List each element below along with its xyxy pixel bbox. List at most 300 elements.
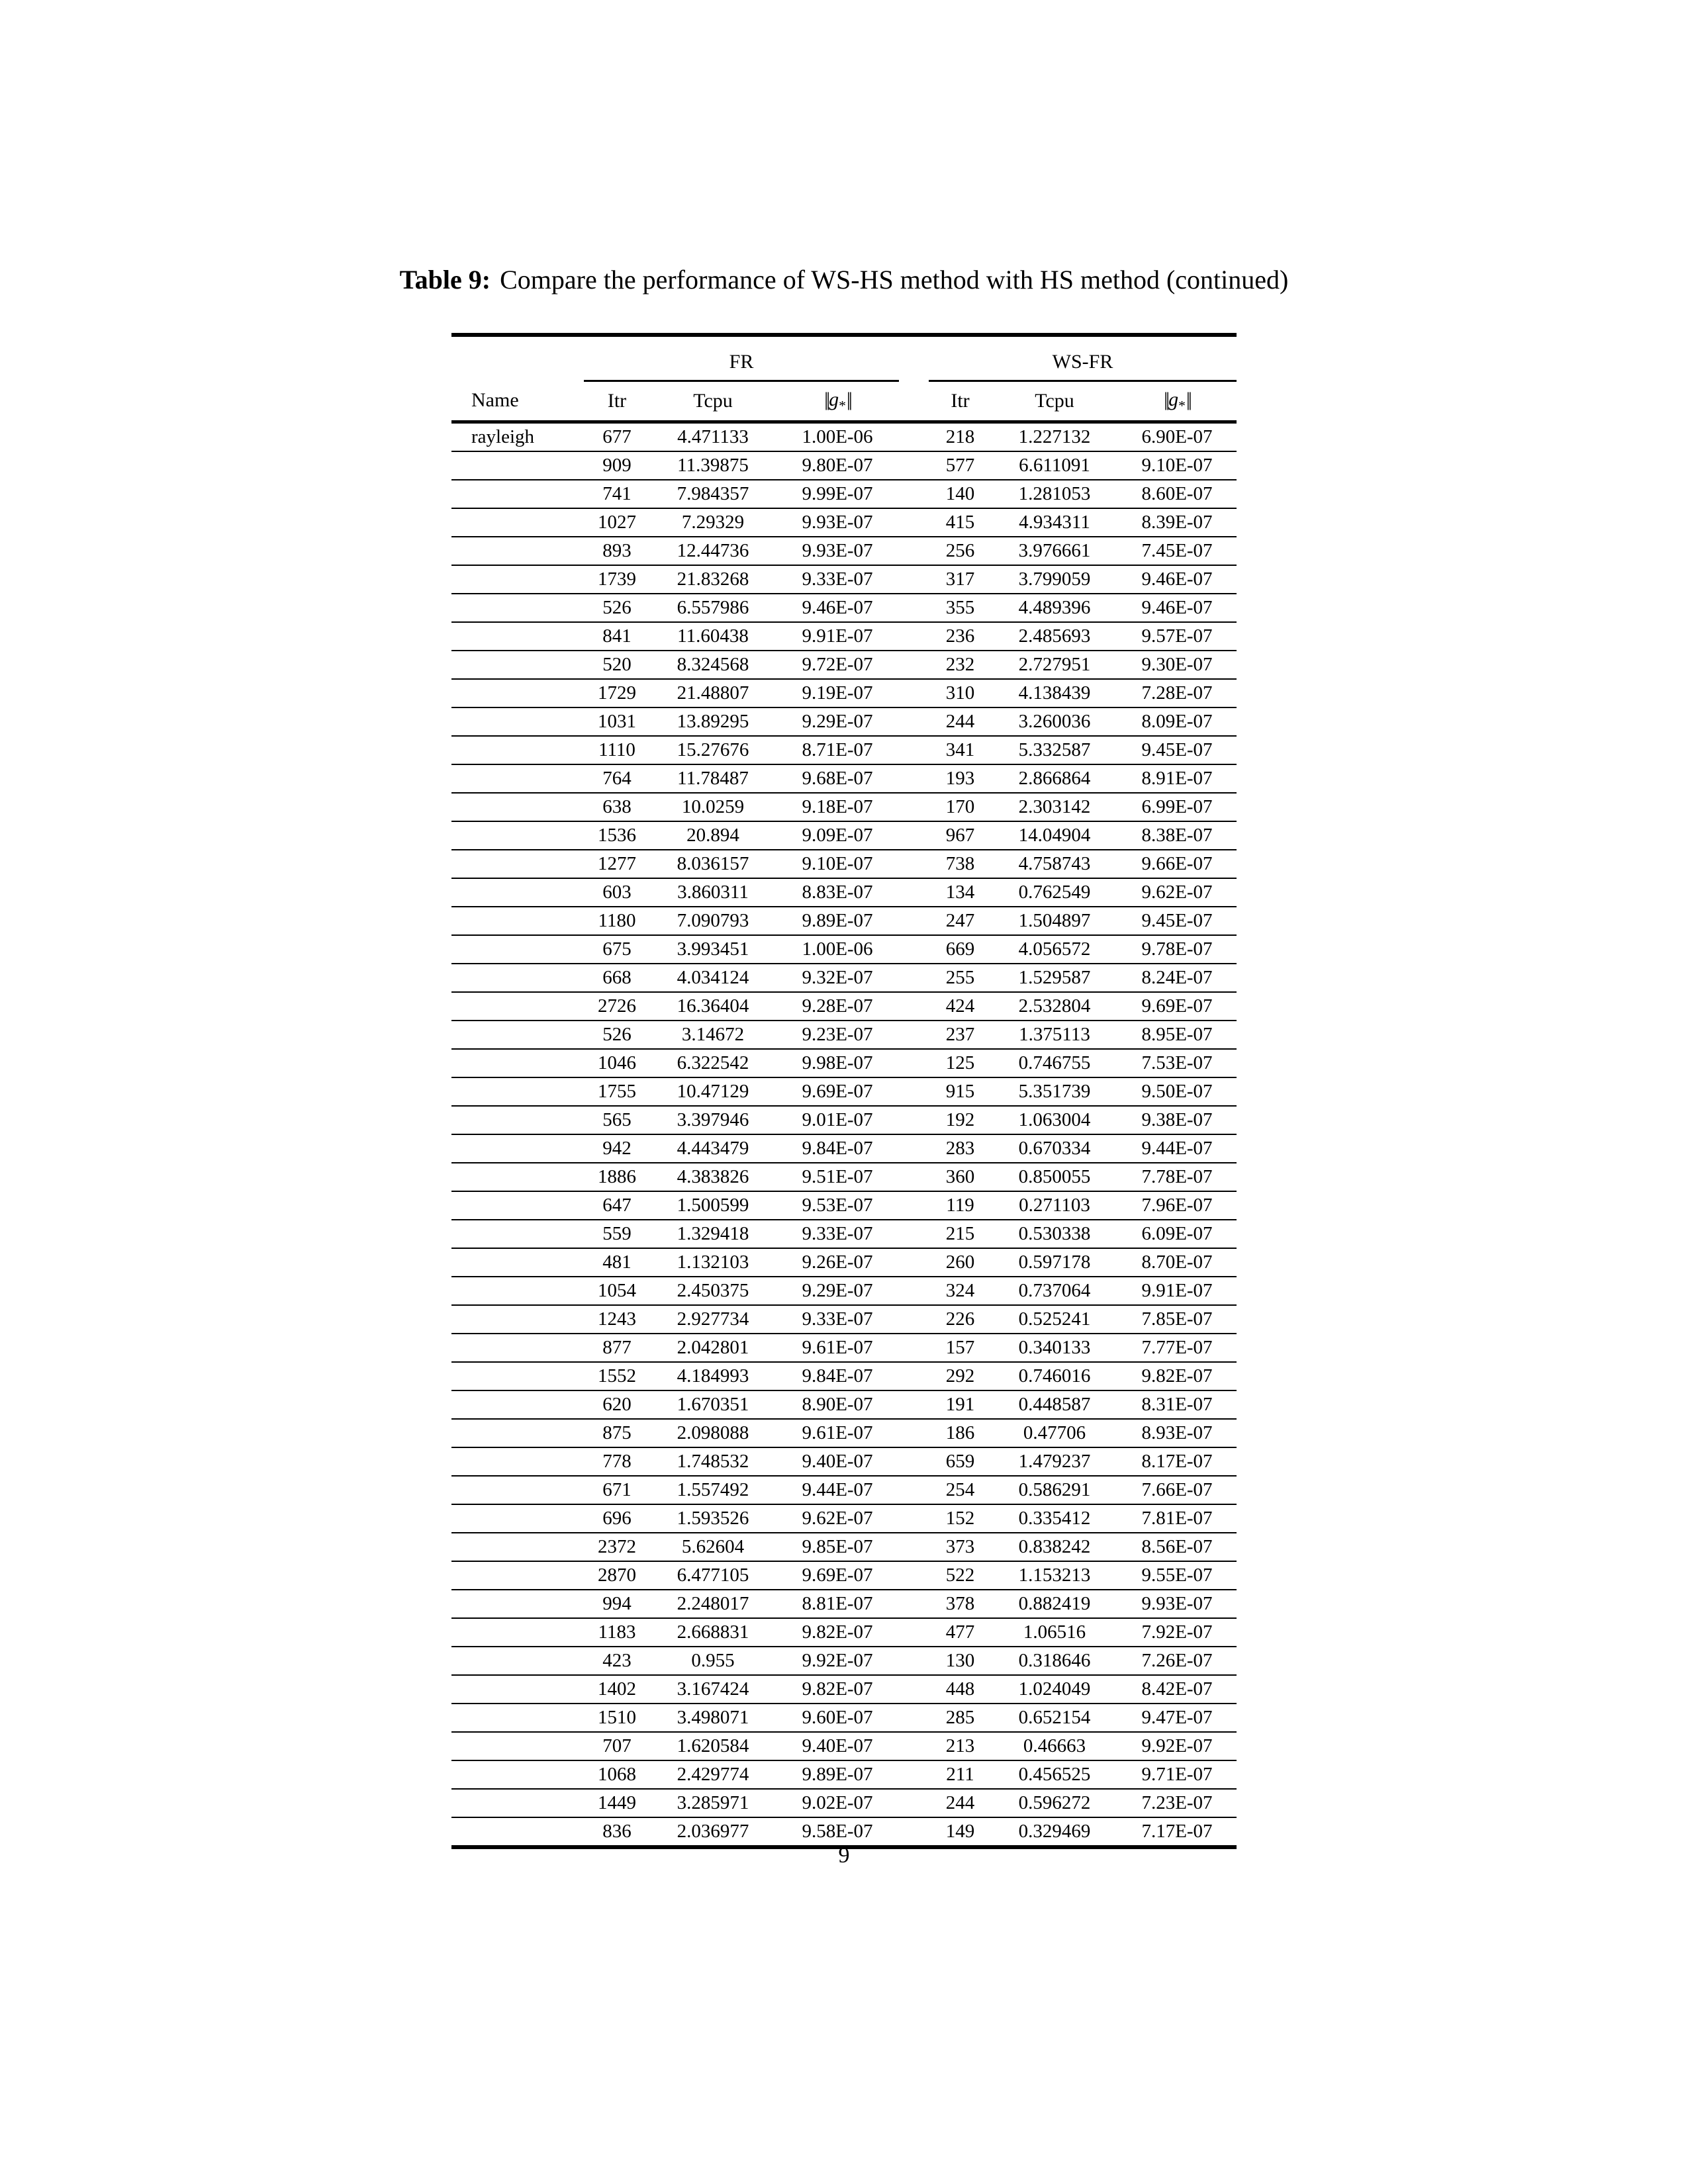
cell-gnorm-wsfr: 7.96E-07 bbox=[1117, 1191, 1237, 1220]
cell-gap bbox=[899, 964, 929, 992]
cell-gnorm-wsfr: 7.78E-07 bbox=[1117, 1163, 1237, 1191]
cell-tcpu-fr: 3.285971 bbox=[650, 1789, 776, 1817]
cell-itr-wsfr: 292 bbox=[929, 1362, 992, 1390]
cell-gnorm-wsfr: 8.70E-07 bbox=[1117, 1248, 1237, 1277]
cell-itr-wsfr: 577 bbox=[929, 451, 992, 480]
cell-tcpu-wsfr: 14.04904 bbox=[992, 821, 1117, 850]
cell-tcpu-wsfr: 1.529587 bbox=[992, 964, 1117, 992]
cell-gap bbox=[899, 850, 929, 878]
cell-gnorm-fr: 9.84E-07 bbox=[776, 1134, 899, 1163]
cell-itr-fr: 1054 bbox=[584, 1277, 650, 1305]
cell-tcpu-fr: 3.397946 bbox=[650, 1106, 776, 1134]
col-header-name: Name bbox=[451, 381, 584, 422]
cell-itr-fr: 909 bbox=[584, 451, 650, 480]
cell-gnorm-fr: 9.69E-07 bbox=[776, 1077, 899, 1106]
table-row bbox=[451, 821, 1237, 850]
cell-itr-wsfr: 193 bbox=[929, 764, 992, 793]
cell-itr-wsfr: 236 bbox=[929, 622, 992, 651]
cell-itr-wsfr: 341 bbox=[929, 736, 992, 764]
cell-name bbox=[451, 1789, 584, 1817]
cell-tcpu-fr: 4.184993 bbox=[650, 1362, 776, 1390]
cell-name bbox=[451, 537, 584, 565]
table-row bbox=[451, 764, 1237, 793]
table-row bbox=[451, 1305, 1237, 1334]
cell-gap bbox=[899, 1419, 929, 1447]
cell-tcpu-wsfr: 0.596272 bbox=[992, 1789, 1117, 1817]
cell-tcpu-wsfr: 1.153213 bbox=[992, 1561, 1117, 1590]
cell-gap bbox=[899, 1789, 929, 1817]
cell-name bbox=[451, 878, 584, 907]
cell-tcpu-wsfr: 0.47706 bbox=[992, 1419, 1117, 1447]
cell-name bbox=[451, 1447, 584, 1476]
cell-tcpu-wsfr: 0.838242 bbox=[992, 1533, 1117, 1561]
cell-tcpu-wsfr: 0.737064 bbox=[992, 1277, 1117, 1305]
table-row bbox=[451, 422, 1237, 452]
cell-itr-fr: 1449 bbox=[584, 1789, 650, 1817]
cell-tcpu-wsfr: 5.332587 bbox=[992, 736, 1117, 764]
cell-tcpu-fr: 6.557986 bbox=[650, 594, 776, 622]
cell-gap bbox=[899, 508, 929, 537]
cell-tcpu-wsfr: 0.882419 bbox=[992, 1590, 1117, 1618]
cell-gnorm-fr: 9.93E-07 bbox=[776, 508, 899, 537]
cell-name bbox=[451, 480, 584, 508]
cell-tcpu-fr: 2.450375 bbox=[650, 1277, 776, 1305]
cell-tcpu-wsfr: 5.351739 bbox=[992, 1077, 1117, 1106]
cell-tcpu-wsfr: 1.227132 bbox=[992, 422, 1117, 452]
table-row bbox=[451, 1476, 1237, 1504]
cell-tcpu-fr: 4.383826 bbox=[650, 1163, 776, 1191]
cell-gnorm-fr: 9.32E-07 bbox=[776, 964, 899, 992]
cell-itr-fr: 893 bbox=[584, 537, 650, 565]
cell-itr-fr: 1243 bbox=[584, 1305, 650, 1334]
cell-gnorm-wsfr: 9.30E-07 bbox=[1117, 651, 1237, 679]
table-row bbox=[451, 878, 1237, 907]
cell-itr-fr: 1110 bbox=[584, 736, 650, 764]
cell-name bbox=[451, 793, 584, 821]
table-row bbox=[451, 1590, 1237, 1618]
cell-gap bbox=[899, 1248, 929, 1277]
cell-itr-fr: 1739 bbox=[584, 565, 650, 594]
cell-itr-fr: 2372 bbox=[584, 1533, 650, 1561]
cell-itr-fr: 526 bbox=[584, 594, 650, 622]
cell-gap bbox=[899, 1021, 929, 1049]
cell-tcpu-fr: 6.477105 bbox=[650, 1561, 776, 1590]
cell-itr-wsfr: 522 bbox=[929, 1561, 992, 1590]
cell-gnorm-wsfr: 8.93E-07 bbox=[1117, 1419, 1237, 1447]
cell-gap bbox=[899, 537, 929, 565]
cell-name bbox=[451, 651, 584, 679]
cell-gnorm-fr: 9.23E-07 bbox=[776, 1021, 899, 1049]
cell-itr-fr: 559 bbox=[584, 1220, 650, 1248]
cell-tcpu-fr: 7.29329 bbox=[650, 508, 776, 537]
cell-itr-wsfr: 373 bbox=[929, 1533, 992, 1561]
table-row bbox=[451, 1362, 1237, 1390]
cell-name: rayleigh bbox=[451, 422, 584, 452]
cell-itr-wsfr: 355 bbox=[929, 594, 992, 622]
table-row bbox=[451, 480, 1237, 508]
cell-gnorm-wsfr: 8.91E-07 bbox=[1117, 764, 1237, 793]
cell-gap bbox=[899, 1504, 929, 1533]
cell-itr-fr: 841 bbox=[584, 622, 650, 651]
cell-gnorm-fr: 9.68E-07 bbox=[776, 764, 899, 793]
cell-tcpu-wsfr: 1.375113 bbox=[992, 1021, 1117, 1049]
cell-name bbox=[451, 1334, 584, 1362]
cell-gap bbox=[899, 764, 929, 793]
cell-itr-fr: 647 bbox=[584, 1191, 650, 1220]
col-header-tcpu-fr: Tcpu bbox=[650, 381, 776, 422]
cell-name bbox=[451, 1647, 584, 1675]
cell-gnorm-fr: 1.00E-06 bbox=[776, 935, 899, 964]
table-row bbox=[451, 1191, 1237, 1220]
cell-gnorm-fr: 9.02E-07 bbox=[776, 1789, 899, 1817]
cell-gnorm-wsfr: 9.92E-07 bbox=[1117, 1732, 1237, 1760]
cell-name bbox=[451, 964, 584, 992]
cell-tcpu-fr: 4.443479 bbox=[650, 1134, 776, 1163]
cell-name bbox=[451, 1362, 584, 1390]
cell-name bbox=[451, 1419, 584, 1447]
cell-tcpu-fr: 1.557492 bbox=[650, 1476, 776, 1504]
cell-tcpu-fr: 13.89295 bbox=[650, 707, 776, 736]
cell-itr-wsfr: 254 bbox=[929, 1476, 992, 1504]
cell-tcpu-wsfr: 0.329469 bbox=[1018, 1821, 1091, 1842]
cell-tcpu-fr: 11.78487 bbox=[650, 764, 776, 793]
cell-name bbox=[451, 1049, 584, 1077]
cell-itr-wsfr: 310 bbox=[929, 679, 992, 707]
table-row bbox=[451, 793, 1237, 821]
cell-gnorm-wsfr: 8.38E-07 bbox=[1117, 821, 1237, 850]
table-row bbox=[451, 1134, 1237, 1163]
cell-tcpu-fr: 16.36404 bbox=[650, 992, 776, 1021]
cell-itr-wsfr: 260 bbox=[929, 1248, 992, 1277]
table-row bbox=[451, 1277, 1237, 1305]
table-row bbox=[451, 1419, 1237, 1447]
cell-tcpu-wsfr: 0.525241 bbox=[992, 1305, 1117, 1334]
cell-name bbox=[451, 1277, 584, 1305]
cell-gnorm-wsfr: 7.77E-07 bbox=[1117, 1334, 1237, 1362]
cell-itr-fr: 1536 bbox=[584, 821, 650, 850]
cell-gnorm-fr: 9.33E-07 bbox=[776, 1220, 899, 1248]
cell-itr-wsfr: 213 bbox=[929, 1732, 992, 1760]
cell-tcpu-fr: 4.471133 bbox=[650, 422, 776, 452]
table-row bbox=[451, 1533, 1237, 1561]
cell-gnorm-fr: 9.98E-07 bbox=[776, 1049, 899, 1077]
cell-itr-wsfr: 244 bbox=[929, 707, 992, 736]
cell-name bbox=[451, 1305, 584, 1334]
cell-itr-fr: 1729 bbox=[584, 679, 650, 707]
cell-itr-wsfr: 424 bbox=[929, 992, 992, 1021]
cell-gap bbox=[899, 1305, 929, 1334]
col-header-itr-wsfr: Itr bbox=[929, 381, 992, 422]
cell-tcpu-wsfr: 0.586291 bbox=[992, 1476, 1117, 1504]
cell-itr-wsfr: 448 bbox=[929, 1675, 992, 1704]
cell-tcpu-wsfr: 0.340133 bbox=[992, 1334, 1117, 1362]
cell-gnorm-fr: 8.83E-07 bbox=[776, 878, 899, 907]
cell-gap bbox=[899, 1590, 929, 1618]
cell-tcpu-wsfr: 2.532804 bbox=[992, 992, 1117, 1021]
cell-tcpu-fr: 7.090793 bbox=[650, 907, 776, 935]
table-row bbox=[451, 707, 1237, 736]
table-row bbox=[451, 451, 1237, 480]
cell-tcpu-fr: 2.927734 bbox=[650, 1305, 776, 1334]
cell-tcpu-fr: 2.429774 bbox=[650, 1760, 776, 1789]
cell-itr-fr: 1277 bbox=[584, 850, 650, 878]
cell-tcpu-fr: 21.83268 bbox=[650, 565, 776, 594]
cell-tcpu-wsfr: 3.260036 bbox=[992, 707, 1117, 736]
cell-gap bbox=[899, 1704, 929, 1732]
cell-tcpu-wsfr: 2.866864 bbox=[992, 764, 1117, 793]
cell-itr-fr: 638 bbox=[584, 793, 650, 821]
cell-name bbox=[451, 622, 584, 651]
cell-tcpu-fr: 3.860311 bbox=[650, 878, 776, 907]
cell-tcpu-wsfr: 3.799059 bbox=[992, 565, 1117, 594]
cell-tcpu-fr: 1.620584 bbox=[650, 1732, 776, 1760]
cell-gnorm-fr: 9.46E-07 bbox=[776, 594, 899, 622]
cell-gnorm-fr: 9.33E-07 bbox=[776, 565, 899, 594]
cell-gnorm-fr: 9.40E-07 bbox=[776, 1732, 899, 1760]
cell-itr-wsfr: 226 bbox=[929, 1305, 992, 1334]
cell-gnorm-wsfr: 7.81E-07 bbox=[1117, 1504, 1237, 1533]
table-row bbox=[451, 1504, 1237, 1533]
cell-itr-fr: 994 bbox=[584, 1590, 650, 1618]
cell-name bbox=[451, 594, 584, 622]
table-row bbox=[451, 679, 1237, 707]
cell-itr-wsfr: 170 bbox=[929, 793, 992, 821]
cell-gnorm-wsfr: 9.78E-07 bbox=[1117, 935, 1237, 964]
cell-itr-wsfr: 149 bbox=[945, 1821, 975, 1842]
cell-tcpu-fr: 10.0259 bbox=[650, 793, 776, 821]
table-row bbox=[451, 992, 1237, 1021]
cell-gnorm-fr: 9.09E-07 bbox=[776, 821, 899, 850]
cell-name bbox=[451, 1675, 584, 1704]
cell-gnorm-wsfr: 7.28E-07 bbox=[1117, 679, 1237, 707]
cell-name bbox=[451, 992, 584, 1021]
cell-name bbox=[451, 1248, 584, 1277]
cell-tcpu-fr: 1.329418 bbox=[650, 1220, 776, 1248]
cell-gap bbox=[899, 1220, 929, 1248]
cell-tcpu-wsfr: 6.611091 bbox=[992, 451, 1117, 480]
cell-tcpu-wsfr: 2.485693 bbox=[992, 622, 1117, 651]
cell-itr-wsfr: 152 bbox=[929, 1504, 992, 1533]
cell-gnorm-wsfr: 6.90E-07 bbox=[1117, 422, 1237, 452]
cell-tcpu-wsfr: 0.271103 bbox=[992, 1191, 1117, 1220]
cell-gnorm-wsfr: 8.39E-07 bbox=[1117, 508, 1237, 537]
cell-itr-fr: 1886 bbox=[584, 1163, 650, 1191]
cell-gap bbox=[899, 1675, 929, 1704]
cell-gnorm-fr: 9.53E-07 bbox=[776, 1191, 899, 1220]
cell-itr-fr: 741 bbox=[584, 480, 650, 508]
cell-gnorm-fr: 9.26E-07 bbox=[776, 1248, 899, 1277]
cell-gnorm-wsfr: 7.17E-07 bbox=[1141, 1821, 1213, 1842]
cell-gnorm-wsfr: 9.45E-07 bbox=[1117, 907, 1237, 935]
cell-tcpu-wsfr: 0.746016 bbox=[992, 1362, 1117, 1390]
cell-tcpu-fr: 3.993451 bbox=[650, 935, 776, 964]
cell-gnorm-fr: 9.85E-07 bbox=[776, 1533, 899, 1561]
cell-itr-fr: 620 bbox=[584, 1390, 650, 1419]
cell-name bbox=[451, 565, 584, 594]
col-header-itr-fr: Itr bbox=[584, 381, 650, 422]
table-row bbox=[451, 565, 1237, 594]
cell-tcpu-fr: 11.39875 bbox=[650, 451, 776, 480]
cell-gap bbox=[899, 736, 929, 764]
cell-gnorm-wsfr: 8.60E-07 bbox=[1117, 480, 1237, 508]
cell-gnorm-wsfr: 7.23E-07 bbox=[1117, 1789, 1237, 1817]
cell-itr-wsfr: 317 bbox=[929, 565, 992, 594]
cell-name bbox=[451, 821, 584, 850]
cell-itr-wsfr: 130 bbox=[929, 1647, 992, 1675]
col-header-gnorm-fr: $||g_*||$ bbox=[776, 381, 899, 422]
cell-gap bbox=[899, 565, 929, 594]
cell-gnorm-fr: 1.00E-06 bbox=[776, 422, 899, 452]
cell-tcpu-wsfr: 2.303142 bbox=[992, 793, 1117, 821]
cell-itr-fr: 836 bbox=[602, 1821, 632, 1842]
cell-gap bbox=[899, 1732, 929, 1760]
table-row bbox=[451, 1732, 1237, 1760]
table-row bbox=[451, 964, 1237, 992]
cell-gnorm-fr: 9.69E-07 bbox=[776, 1561, 899, 1590]
cell-name bbox=[451, 1106, 584, 1134]
cell-itr-wsfr: 215 bbox=[929, 1220, 992, 1248]
cell-name bbox=[451, 451, 584, 480]
cell-itr-fr: 2870 bbox=[584, 1561, 650, 1590]
cell-itr-wsfr: 659 bbox=[929, 1447, 992, 1476]
cell-name bbox=[451, 850, 584, 878]
cell-gnorm-fr: 9.28E-07 bbox=[776, 992, 899, 1021]
cell-tcpu-wsfr: 0.335412 bbox=[992, 1504, 1117, 1533]
cell-gnorm-fr: 8.81E-07 bbox=[776, 1590, 899, 1618]
cell-tcpu-wsfr: 4.056572 bbox=[992, 935, 1117, 964]
cell-tcpu-fr: 15.27676 bbox=[650, 736, 776, 764]
cell-gnorm-fr: 9.91E-07 bbox=[776, 622, 899, 651]
cell-gnorm-fr: 9.58E-07 bbox=[802, 1821, 873, 1842]
cell-itr-wsfr: 218 bbox=[929, 422, 992, 452]
cell-tcpu-wsfr: 4.758743 bbox=[992, 850, 1117, 878]
cell-gap bbox=[899, 1049, 929, 1077]
cell-itr-fr: 2726 bbox=[584, 992, 650, 1021]
cell-itr-wsfr: 247 bbox=[929, 907, 992, 935]
cell-gnorm-wsfr: 9.44E-07 bbox=[1117, 1134, 1237, 1163]
cell-name bbox=[451, 1590, 584, 1618]
cell-tcpu-wsfr: 0.530338 bbox=[992, 1220, 1117, 1248]
table-row bbox=[451, 651, 1237, 679]
cell-itr-wsfr: 125 bbox=[929, 1049, 992, 1077]
cell-tcpu-wsfr: 0.46663 bbox=[992, 1732, 1117, 1760]
cell-name bbox=[451, 679, 584, 707]
col-header-tcpu-wsfr: Tcpu bbox=[992, 381, 1117, 422]
cell-gap bbox=[899, 992, 929, 1021]
cell-gnorm-fr: 9.99E-07 bbox=[776, 480, 899, 508]
cell-gnorm-fr: 9.61E-07 bbox=[776, 1419, 899, 1447]
cell-gnorm-wsfr: 8.42E-07 bbox=[1117, 1675, 1237, 1704]
cell-itr-fr: 1402 bbox=[584, 1675, 650, 1704]
cell-gnorm-wsfr: 9.47E-07 bbox=[1117, 1704, 1237, 1732]
cell-tcpu-wsfr: 0.456525 bbox=[992, 1760, 1117, 1789]
table-row bbox=[451, 1077, 1237, 1106]
cell-tcpu-wsfr: 0.652154 bbox=[992, 1704, 1117, 1732]
table-container bbox=[0, 333, 1688, 1849]
cell-gnorm-wsfr: 8.31E-07 bbox=[1117, 1390, 1237, 1419]
cell-gnorm-fr: 9.92E-07 bbox=[776, 1647, 899, 1675]
cell-gnorm-wsfr: 9.91E-07 bbox=[1117, 1277, 1237, 1305]
cell-gnorm-fr: 9.40E-07 bbox=[776, 1447, 899, 1476]
cell-gnorm-wsfr: 9.38E-07 bbox=[1117, 1106, 1237, 1134]
cell-itr-wsfr: 255 bbox=[929, 964, 992, 992]
cell-itr-wsfr: 237 bbox=[929, 1021, 992, 1049]
cell-name bbox=[451, 1561, 584, 1590]
table-row bbox=[451, 1704, 1237, 1732]
cell-name bbox=[451, 764, 584, 793]
cell-itr-wsfr: 283 bbox=[929, 1134, 992, 1163]
cell-gap bbox=[899, 451, 929, 480]
cell-tcpu-fr: 3.498071 bbox=[650, 1704, 776, 1732]
group-header-row bbox=[451, 335, 1237, 381]
cell-name bbox=[451, 1618, 584, 1647]
cell-tcpu-wsfr: 0.670334 bbox=[992, 1134, 1117, 1163]
cell-gap bbox=[899, 1618, 929, 1647]
cell-itr-fr: 603 bbox=[584, 878, 650, 907]
cell-tcpu-wsfr: 0.597178 bbox=[992, 1248, 1117, 1277]
cell-gnorm-fr: 9.80E-07 bbox=[776, 451, 899, 480]
cell-gap bbox=[899, 1533, 929, 1561]
cell-gap bbox=[899, 907, 929, 935]
cell-tcpu-wsfr: 0.448587 bbox=[992, 1390, 1117, 1419]
cell-itr-wsfr: 244 bbox=[929, 1789, 992, 1817]
cell-tcpu-wsfr: 4.489396 bbox=[992, 594, 1117, 622]
cell-gnorm-fr: 9.01E-07 bbox=[776, 1106, 899, 1134]
cell-tcpu-fr: 4.034124 bbox=[650, 964, 776, 992]
cell-gnorm-fr: 9.89E-07 bbox=[776, 907, 899, 935]
cell-tcpu-fr: 1.593526 bbox=[650, 1504, 776, 1533]
cell-itr-fr: 526 bbox=[584, 1021, 650, 1049]
cell-tcpu-fr: 2.248017 bbox=[650, 1590, 776, 1618]
col-header-gnorm-wsfr: $||g_*||$ bbox=[1117, 381, 1237, 422]
cell-gap bbox=[899, 1191, 929, 1220]
cell-tcpu-wsfr: 0.762549 bbox=[992, 878, 1117, 907]
table-row bbox=[451, 1447, 1237, 1476]
cell-gnorm-wsfr: 6.99E-07 bbox=[1117, 793, 1237, 821]
cell-gnorm-wsfr: 9.93E-07 bbox=[1117, 1590, 1237, 1618]
cell-itr-wsfr: 360 bbox=[929, 1163, 992, 1191]
cell-itr-wsfr: 192 bbox=[929, 1106, 992, 1134]
cell-itr-fr: 1027 bbox=[584, 508, 650, 537]
table-row bbox=[451, 1049, 1237, 1077]
table-row bbox=[451, 1647, 1237, 1675]
cell-gap bbox=[899, 1277, 929, 1305]
cell-tcpu-fr: 1.670351 bbox=[650, 1390, 776, 1419]
table-caption bbox=[0, 263, 1688, 296]
cell-itr-fr: 668 bbox=[584, 964, 650, 992]
cell-tcpu-fr: 7.984357 bbox=[650, 480, 776, 508]
column-header-row bbox=[451, 381, 1237, 422]
cell-name bbox=[451, 1533, 584, 1561]
cell-tcpu-wsfr: 1.281053 bbox=[992, 480, 1117, 508]
cell-name bbox=[451, 1021, 584, 1049]
group-header-spacer bbox=[451, 335, 584, 381]
cell-itr-wsfr: 119 bbox=[929, 1191, 992, 1220]
cell-itr-wsfr: 157 bbox=[929, 1334, 992, 1362]
cell-gap bbox=[899, 1163, 929, 1191]
cell-name bbox=[451, 1732, 584, 1760]
cell-tcpu-wsfr: 4.934311 bbox=[992, 508, 1117, 537]
cell-itr-fr: 481 bbox=[584, 1248, 650, 1277]
cell-gnorm-fr: 9.29E-07 bbox=[776, 1277, 899, 1305]
cell-gnorm-wsfr: 9.82E-07 bbox=[1117, 1362, 1237, 1390]
cell-gap bbox=[899, 1362, 929, 1390]
group-header-wsfr: WS-FR bbox=[929, 335, 1237, 381]
cell-gnorm-wsfr: 7.92E-07 bbox=[1117, 1618, 1237, 1647]
table-row bbox=[451, 1106, 1237, 1134]
cell-gnorm-wsfr: 9.46E-07 bbox=[1117, 565, 1237, 594]
cell-name bbox=[451, 1704, 584, 1732]
